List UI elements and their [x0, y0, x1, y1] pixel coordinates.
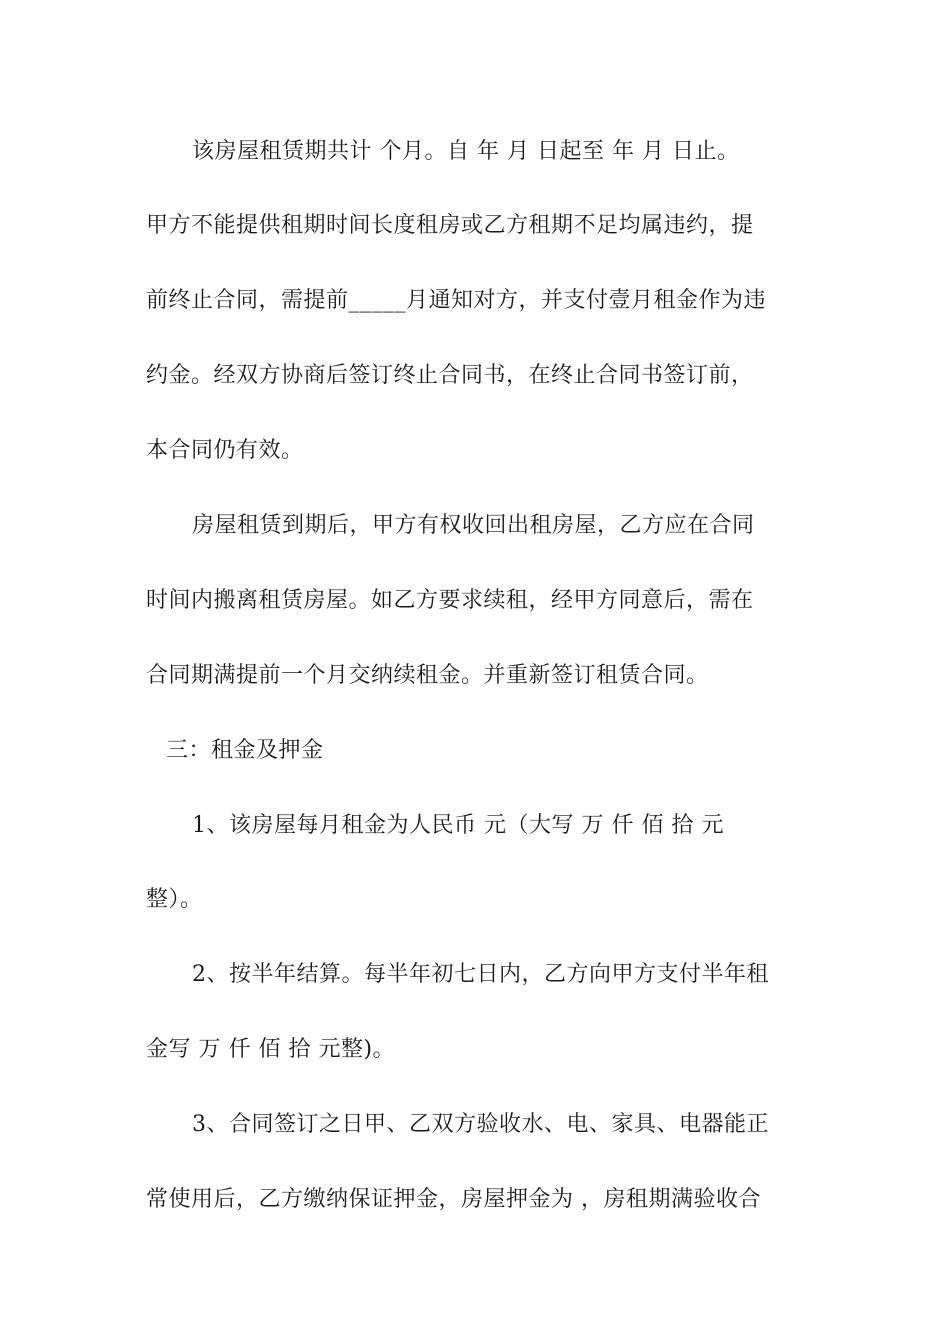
paragraph-lease-term-line-5: 本合同仍有效。: [146, 438, 304, 463]
clause-2-line-1: 2、按半年结算。每半年初七日内，乙方向甲方支付半年租: [192, 962, 769, 987]
paragraph-lease-term-line-1: 该房屋租赁期共计 个月。自 年 月 日起至 年 月 日止。: [192, 139, 740, 164]
paragraph-lease-term-line-2: 甲方不能提供租期时间长度租房或乙方租期不足均属违约，提: [146, 213, 754, 238]
clause-3-line-2: 常使用后，乙方缴纳保证押金，房屋押金为 ，房租期满验收合: [146, 1187, 761, 1212]
paragraph-expiry-line-3: 合同期满提前一个月交纳续租金。并重新签订租赁合同。: [146, 663, 709, 688]
paragraph-lease-term-line-4: 约金。经双方协商后签订终止合同书，在终止合同书签订前，: [146, 363, 754, 388]
clause-1-line-2: 整）。: [146, 887, 203, 912]
clause-2-line-2: 金写 万 仟 佰 拾 元整)。: [146, 1037, 396, 1062]
clause-3-line-1: 3、合同签订之日甲、乙双方验收水、电、家具、电器能正: [192, 1112, 769, 1137]
clause-1-line-1: 1、该房屋每月租金为人民币 元（大写 万 仟 佰 拾 元: [192, 813, 724, 838]
section-heading-rent-deposit: 三：租金及押金: [166, 738, 324, 763]
paragraph-expiry-line-1: 房屋租赁到期后，甲方有权收回出租房屋，乙方应在合同: [192, 513, 755, 538]
paragraph-lease-term-line-3: 前终止合同，需提前_____月通知对方，并支付壹月租金作为违: [146, 288, 767, 313]
paragraph-expiry-line-2: 时间内搬离租赁房屋。如乙方要求续租，经甲方同意后，需在: [146, 588, 754, 613]
